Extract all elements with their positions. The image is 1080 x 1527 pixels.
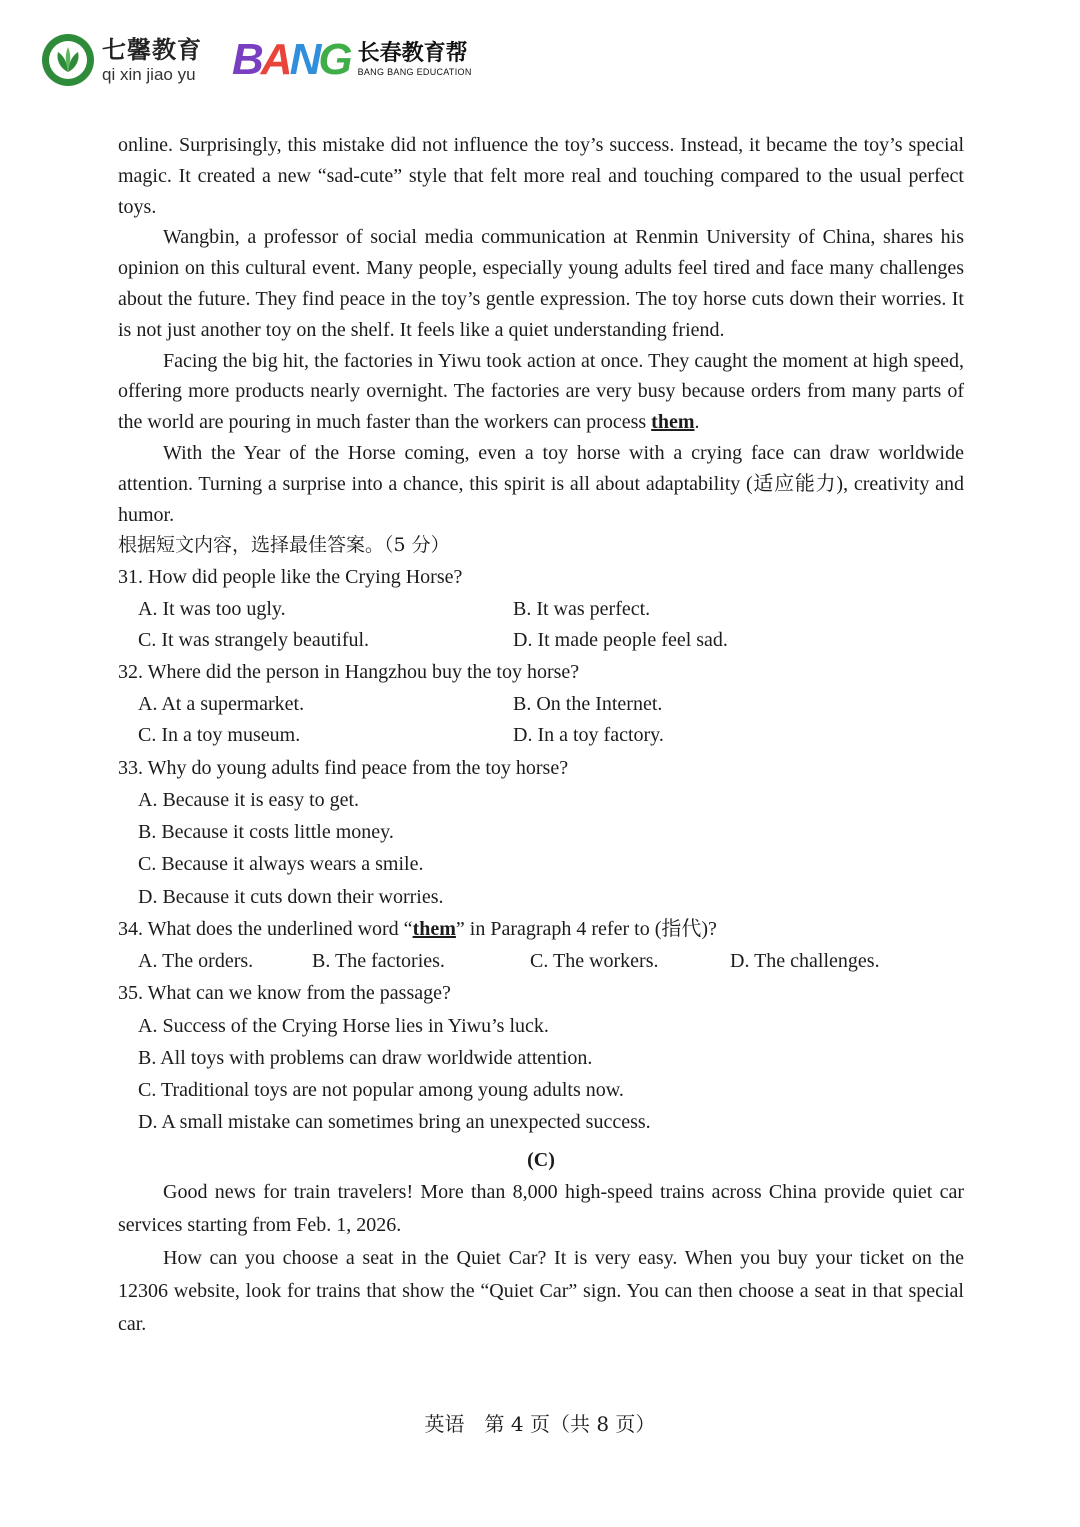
- option-d: D. In a toy factory.: [513, 724, 664, 747]
- option-a: A. It was too ugly.: [138, 597, 286, 620]
- option-d: D. Because it cuts down their worries.: [138, 885, 444, 908]
- qixin-logo-icon: [40, 32, 96, 88]
- option-d: D. The challenges.: [730, 950, 880, 973]
- passage-paragraph-3: Facing the big hit, the factories in Yiwu took action at once. They caught the moment at high speed, offering more products nearly overnight. The factories are very busy because orders from many parts of the world are pouring in much faster than the workers can process them.: [118, 349, 964, 434]
- option-b: B. Because it costs little money.: [138, 821, 394, 844]
- qixin-logo: [40, 32, 202, 88]
- bang-logo-cn: 长春教育帮: [357, 41, 468, 66]
- option-a: A. At a supermarket.: [138, 692, 305, 715]
- option-a: A. Success of the Crying Horse lies in Yiwu’s luck.: [138, 1014, 549, 1037]
- question-32: [118, 657, 964, 751]
- question-33: [118, 753, 964, 913]
- underlined-word-them: them: [412, 917, 456, 940]
- question-stem: 31. How did people like the Crying Horse?: [118, 566, 463, 589]
- question-stem: 35. What can we know from the passage?: [118, 982, 451, 1005]
- bang-logo-mark: BANG: [232, 35, 350, 84]
- option-c: C. Because it always wears a smile.: [138, 853, 424, 876]
- option-a: A. The orders.: [138, 950, 254, 973]
- passage-paragraph-1: online. Surprisingly, this mistake did not influence the toy’s success. Instead, it became the toy’s special magic. It created a new “sad-cute” style that felt more real and touching compared to the usual perfect toys.: [118, 134, 964, 218]
- passage-paragraph-2: Wangbin, a professor of social media communication at Renmin University of China, shares his opinion on this cultural event. Many people, especially young adults feel tired and face many challenges about the future. They find peace in the toy’s gentle expression. The toy horse cuts down their worries. It is not just another toy on the shelf. It feels like a quiet understanding friend.: [118, 226, 964, 341]
- option-b: B. It was perfect.: [513, 597, 651, 620]
- question-stem: 32. Where did the person in Hangzhou buy the toy horse?: [118, 661, 580, 684]
- qixin-logo-cn: 七馨教育: [102, 34, 202, 64]
- option-c: C. It was strangely beautiful.: [138, 628, 370, 651]
- option-a: A. Because it is easy to get.: [138, 789, 360, 811]
- option-b: B. All toys with problems can draw worldwide attention.: [138, 1046, 593, 1069]
- page-footer: 英语 第 4 页（共 8 页）: [424, 1412, 656, 1436]
- option-c: C. In a toy museum.: [138, 724, 301, 747]
- option-d: D. A small mistake can sometimes bring an unexpected success.: [138, 1111, 651, 1134]
- bang-logo: [232, 35, 472, 84]
- section-c-paragraph-2: How can you choose a seat in the Quiet Car? It is very easy. When you buy your ticket on the 12306 website, look for trains that show the “Quiet Car” sign. You can then choose a seat in that special car.: [118, 1247, 964, 1336]
- option-b: B. On the Internet.: [513, 692, 663, 715]
- option-d: D. It made people feel sad.: [513, 628, 728, 651]
- instruction: 根据短文内容，选择最佳答案。（5 分）: [118, 534, 450, 557]
- header: [40, 30, 472, 90]
- option-b: B. The factories.: [312, 950, 445, 973]
- bang-logo-en: BANG BANG EDUCATION: [357, 67, 472, 77]
- question-35: [118, 978, 964, 1138]
- section-c-heading: (C): [527, 1149, 555, 1172]
- qixin-logo-pinyin: qi xin jiao yu: [102, 64, 196, 84]
- section-c-paragraph-1: Good news for train travelers! More than 8,000 high-speed trains across China provide quiet car services starting from Feb. 1, 2026.: [118, 1181, 964, 1237]
- question-34: [118, 914, 964, 977]
- question-stem: 34. What does the underlined word “them” in Paragraph 4 refer to (指代)?: [118, 917, 717, 940]
- underlined-word-them: them: [651, 411, 695, 434]
- passage-paragraph-4: With the Year of the Horse coming, even a toy horse with a crying face can draw worldwide attention. Turning a surprise into a chance, this spirit is all about adaptability (适应能力), creativity and humor.: [118, 441, 964, 526]
- page-content: [118, 130, 964, 1341]
- option-c: C. The workers.: [530, 950, 659, 973]
- question-stem: 33. Why do young adults find peace from the toy horse?: [118, 756, 569, 779]
- question-31: [118, 562, 964, 656]
- option-c: C. Traditional toys are not popular among young adults now.: [138, 1079, 624, 1102]
